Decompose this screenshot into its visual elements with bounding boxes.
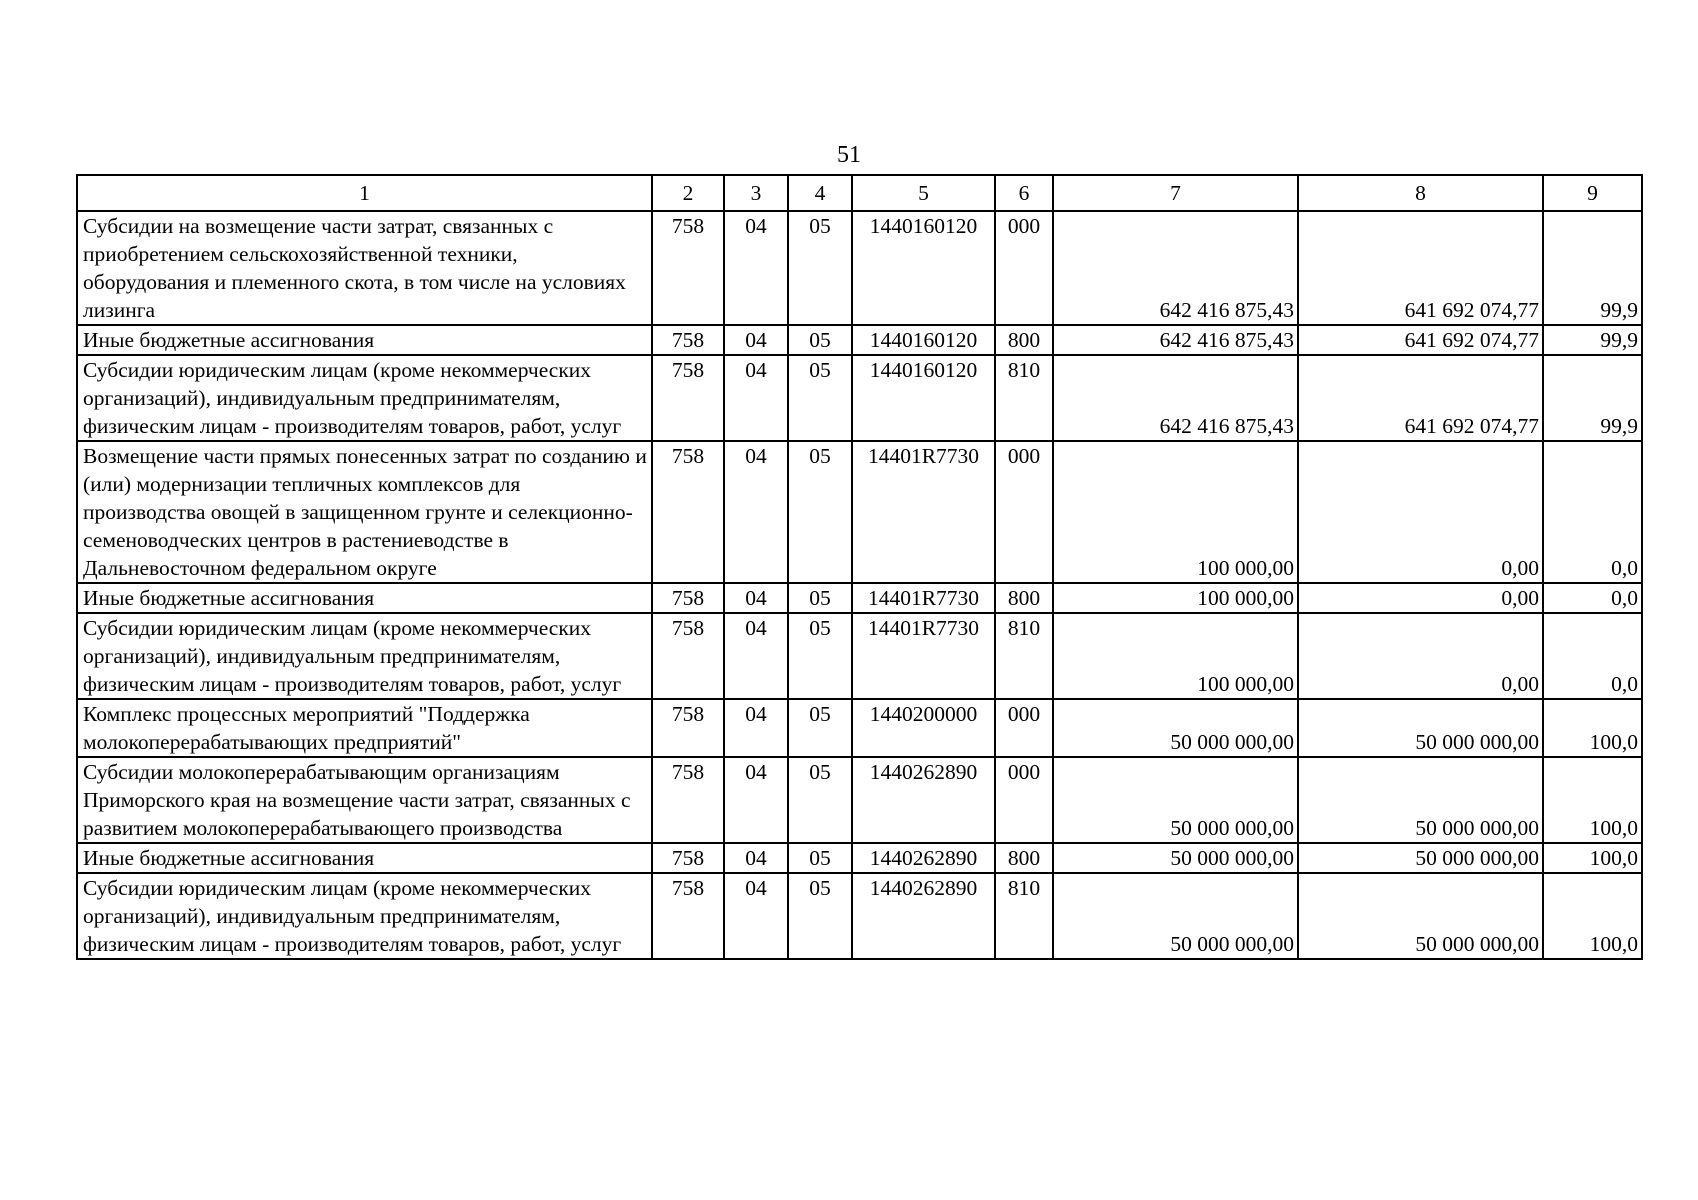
section-cell: 04 [724, 843, 788, 873]
row-name-cell: Возмещение части прямых понесенных затрат по созданию и (или) модернизации тепличных комплексов для производства овощей в защищенном грунте и селекционно-семеноводческих центров в растениеводстве в Дальневосточном федеральном округе [77, 441, 652, 583]
expense-type-cell: 000 [995, 441, 1053, 583]
executed-amount-cell: 50 000 000,00 [1298, 699, 1543, 757]
code-cell: 758 [652, 441, 724, 583]
percent-cell: 0,0 [1543, 583, 1642, 613]
executed-amount-cell: 641 692 074,77 [1298, 325, 1543, 355]
table-row [77, 613, 1642, 699]
header-row [77, 175, 1642, 211]
row-name-cell: Субсидии молокоперерабатывающим организациям Приморского края на возмещение части затрат, связанных с развитием молокоперерабатывающего производства [77, 757, 652, 843]
section-cell: 04 [724, 583, 788, 613]
executed-amount-cell: 641 692 074,77 [1298, 211, 1543, 325]
col-4-header: 4 [788, 175, 852, 211]
subsection-cell: 05 [788, 613, 852, 699]
code-cell: 758 [652, 757, 724, 843]
expense-type-cell: 800 [995, 583, 1053, 613]
col-7-header: 7 [1053, 175, 1298, 211]
col-5-header: 5 [852, 175, 995, 211]
subsection-cell: 05 [788, 699, 852, 757]
planned-amount-cell: 100 000,00 [1053, 613, 1298, 699]
planned-amount-cell: 50 000 000,00 [1053, 843, 1298, 873]
planned-amount-cell: 100 000,00 [1053, 441, 1298, 583]
target-article-cell: 1440262890 [852, 873, 995, 959]
target-article-cell: 14401R7730 [852, 441, 995, 583]
section-cell: 04 [724, 613, 788, 699]
table-row [77, 325, 1642, 355]
code-cell: 758 [652, 211, 724, 325]
code-cell: 758 [652, 873, 724, 959]
expense-type-cell: 800 [995, 325, 1053, 355]
section-cell: 04 [724, 441, 788, 583]
table-row [77, 757, 1642, 843]
executed-amount-cell: 641 692 074,77 [1298, 355, 1543, 441]
subsection-cell: 05 [788, 355, 852, 441]
table-row [77, 211, 1642, 325]
subsection-cell: 05 [788, 873, 852, 959]
row-name-cell: Комплекс процессных мероприятий "Поддержка молокоперерабатывающих предприятий" [77, 699, 652, 757]
target-article-cell: 1440160120 [852, 355, 995, 441]
target-article-cell: 1440262890 [852, 757, 995, 843]
subsection-cell: 05 [788, 325, 852, 355]
col-2-header: 2 [652, 175, 724, 211]
budget-table [76, 174, 1643, 960]
page-number: 51 [837, 142, 861, 168]
executed-amount-cell: 0,00 [1298, 613, 1543, 699]
subsection-cell: 05 [788, 441, 852, 583]
expense-type-cell: 800 [995, 843, 1053, 873]
target-article-cell: 1440200000 [852, 699, 995, 757]
table-row [77, 355, 1642, 441]
target-article-cell: 14401R7730 [852, 613, 995, 699]
row-name-cell: Субсидии юридическим лицам (кроме некоммерческих организаций), индивидуальным предпринимателям, физическим лицам - производителям товаров, работ, услуг [77, 873, 652, 959]
section-cell: 04 [724, 699, 788, 757]
table-row [77, 843, 1642, 873]
percent-cell: 100,0 [1543, 757, 1642, 843]
section-cell: 04 [724, 325, 788, 355]
planned-amount-cell: 100 000,00 [1053, 583, 1298, 613]
planned-amount-cell: 50 000 000,00 [1053, 757, 1298, 843]
subsection-cell: 05 [788, 757, 852, 843]
expense-type-cell: 810 [995, 873, 1053, 959]
table-row [77, 441, 1642, 583]
subsection-cell: 05 [788, 843, 852, 873]
section-cell: 04 [724, 757, 788, 843]
subsection-cell: 05 [788, 583, 852, 613]
col-8-header: 8 [1298, 175, 1543, 211]
executed-amount-cell: 0,00 [1298, 583, 1543, 613]
row-name-cell: Иные бюджетные ассигнования [77, 843, 652, 873]
code-cell: 758 [652, 843, 724, 873]
code-cell: 758 [652, 613, 724, 699]
percent-cell: 99,9 [1543, 325, 1642, 355]
planned-amount-cell: 50 000 000,00 [1053, 873, 1298, 959]
planned-amount-cell: 642 416 875,43 [1053, 211, 1298, 325]
target-article-cell: 1440160120 [852, 211, 995, 325]
target-article-cell: 14401R7730 [852, 583, 995, 613]
col-9-header: 9 [1543, 175, 1642, 211]
percent-cell: 0,0 [1543, 613, 1642, 699]
expense-type-cell: 810 [995, 355, 1053, 441]
executed-amount-cell: 50 000 000,00 [1298, 873, 1543, 959]
subsection-cell: 05 [788, 211, 852, 325]
code-cell: 758 [652, 325, 724, 355]
planned-amount-cell: 50 000 000,00 [1053, 699, 1298, 757]
percent-cell: 100,0 [1543, 873, 1642, 959]
row-name-cell: Иные бюджетные ассигнования [77, 325, 652, 355]
section-cell: 04 [724, 211, 788, 325]
percent-cell: 0,0 [1543, 441, 1642, 583]
code-cell: 758 [652, 583, 724, 613]
percent-cell: 99,9 [1543, 355, 1642, 441]
executed-amount-cell: 50 000 000,00 [1298, 757, 1543, 843]
table-row [77, 699, 1642, 757]
planned-amount-cell: 642 416 875,43 [1053, 355, 1298, 441]
expense-type-cell: 000 [995, 699, 1053, 757]
percent-cell: 100,0 [1543, 699, 1642, 757]
table-body [77, 211, 1642, 959]
col-6-header: 6 [995, 175, 1053, 211]
executed-amount-cell: 50 000 000,00 [1298, 843, 1543, 873]
code-cell: 758 [652, 355, 724, 441]
row-name-cell: Субсидии юридическим лицам (кроме некоммерческих организаций), индивидуальным предпринимателям, физическим лицам - производителям товаров, работ, услуг [77, 613, 652, 699]
table-row [77, 583, 1642, 613]
planned-amount-cell: 642 416 875,43 [1053, 325, 1298, 355]
section-cell: 04 [724, 873, 788, 959]
expense-type-cell: 000 [995, 757, 1053, 843]
executed-amount-cell: 0,00 [1298, 441, 1543, 583]
row-name-cell: Субсидии юридическим лицам (кроме некоммерческих организаций), индивидуальным предпринимателям, физическим лицам - производителям товаров, работ, услуг [77, 355, 652, 441]
target-article-cell: 1440160120 [852, 325, 995, 355]
table-row [77, 873, 1642, 959]
expense-type-cell: 810 [995, 613, 1053, 699]
percent-cell: 100,0 [1543, 843, 1642, 873]
code-cell: 758 [652, 699, 724, 757]
section-cell: 04 [724, 355, 788, 441]
target-article-cell: 1440262890 [852, 843, 995, 873]
expense-type-cell: 000 [995, 211, 1053, 325]
col-3-header: 3 [724, 175, 788, 211]
row-name-cell: Иные бюджетные ассигнования [77, 583, 652, 613]
percent-cell: 99,9 [1543, 211, 1642, 325]
row-name-cell: Субсидии на возмещение части затрат, связанных с приобретением сельскохозяйственной техники, оборудования и племенного скота, в том числе на условиях лизинга [77, 211, 652, 325]
col-1-header: 1 [77, 175, 652, 211]
